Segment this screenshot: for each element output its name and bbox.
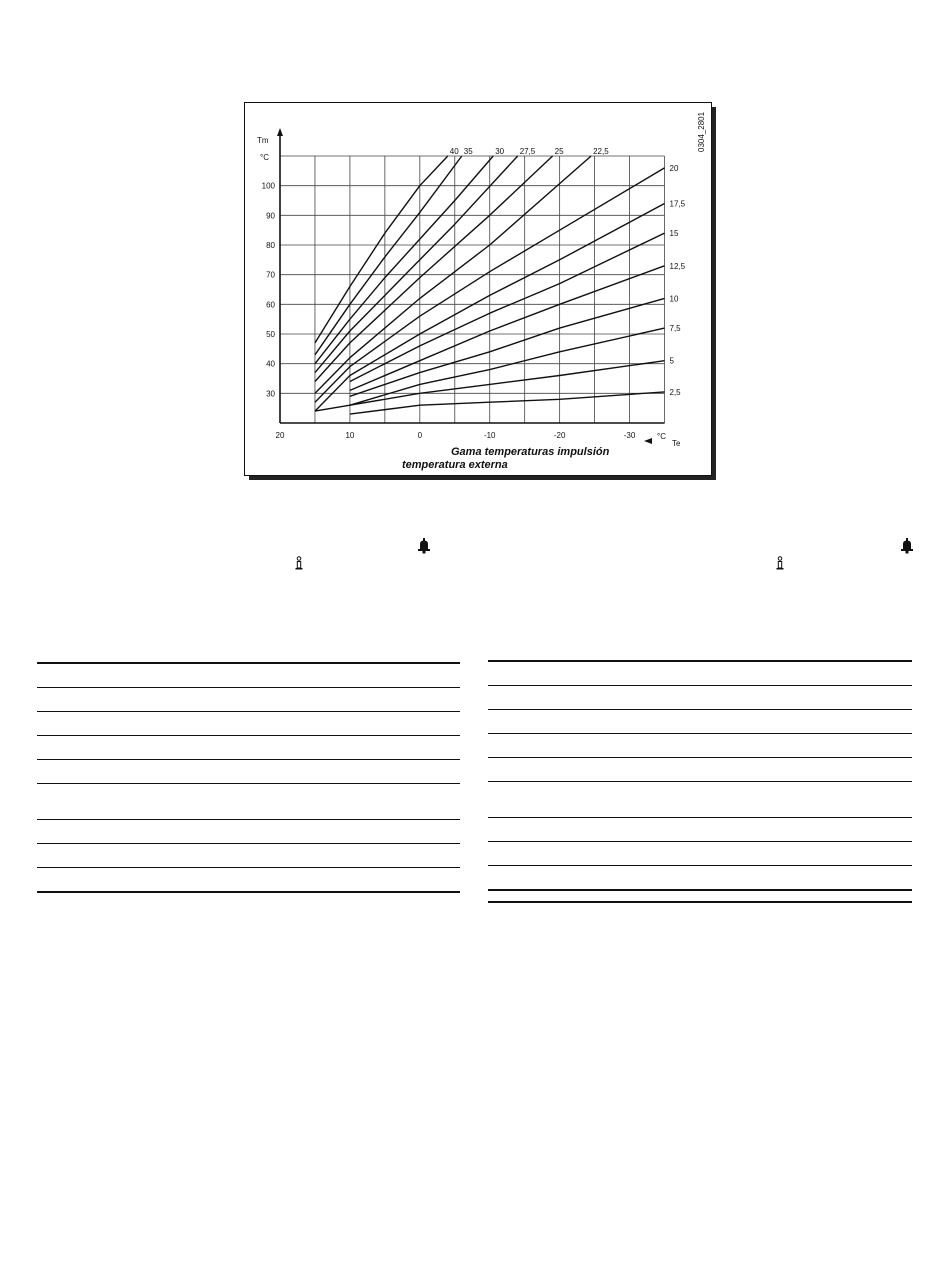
left-table <box>37 662 460 893</box>
table-row <box>488 661 912 686</box>
bell-icon <box>417 538 431 554</box>
chart-figure <box>244 102 716 480</box>
table-row <box>488 782 912 818</box>
table-row <box>37 688 460 712</box>
y-tick-label: 90 <box>266 211 275 221</box>
chart-svg <box>244 102 716 480</box>
info-icon <box>774 556 786 570</box>
curve-label: 20 <box>669 163 679 173</box>
curve-label: 5 <box>669 356 674 366</box>
curve-label: 15 <box>669 229 679 239</box>
y-tick-label: 70 <box>266 270 275 280</box>
y-axis-unit: °C <box>260 153 269 162</box>
table-row <box>488 686 912 710</box>
right-table <box>488 660 912 903</box>
table-row <box>37 868 460 893</box>
y-tick-label: 30 <box>266 389 275 399</box>
x-tick-label: 10 <box>345 431 355 440</box>
curve-label: 7,5 <box>669 324 681 334</box>
y-axis-label: Tm <box>257 136 269 145</box>
x-tick-label: -20 <box>553 431 566 440</box>
table-row <box>37 784 460 820</box>
table-row <box>488 866 912 891</box>
table-row <box>37 663 460 688</box>
table-row <box>37 844 460 868</box>
x-axis-unit: °C <box>657 432 666 441</box>
x-tick-label: -10 <box>483 431 496 440</box>
y-tick-label: 80 <box>266 241 275 250</box>
curve-label: 10 <box>669 294 679 304</box>
table-row <box>37 760 460 784</box>
table-row <box>37 820 460 844</box>
y-tick-label: 100 <box>261 181 275 191</box>
caption-line-2: temperatura externa <box>402 459 508 471</box>
table-row <box>488 818 912 842</box>
curve-label: 30 <box>495 147 505 156</box>
info-icon <box>293 556 305 570</box>
x-tick-label: 0 <box>417 431 423 440</box>
x-axis-label: Te <box>672 439 681 448</box>
table-row <box>37 712 460 736</box>
y-tick-label: 50 <box>266 330 275 339</box>
table-row <box>488 710 912 734</box>
figure-code: 0304_2801 <box>697 111 706 152</box>
caption-line-1: Gama temperaturas impulsión <box>451 446 610 458</box>
curve-label: 25 <box>554 147 564 156</box>
curve-label: 17,5 <box>669 199 686 209</box>
x-tick-label: 20 <box>275 431 285 440</box>
curve-label: 22,5 <box>593 147 609 156</box>
curve-label: 12,5 <box>669 261 686 271</box>
curve-label: 35 <box>463 147 473 156</box>
table-row <box>488 890 912 902</box>
y-tick-label: 60 <box>266 300 275 310</box>
y-tick-label: 40 <box>266 359 275 369</box>
curve-label: 2,5 <box>669 387 681 397</box>
curve-label: 27,5 <box>519 147 536 156</box>
curve-label: 40 <box>449 147 459 156</box>
table-row <box>488 734 912 758</box>
table-row <box>488 842 912 866</box>
figure-frame <box>245 103 712 476</box>
x-tick-label: -30 <box>623 431 636 440</box>
bell-icon <box>900 538 914 554</box>
table-row <box>488 758 912 782</box>
table-row <box>37 736 460 760</box>
